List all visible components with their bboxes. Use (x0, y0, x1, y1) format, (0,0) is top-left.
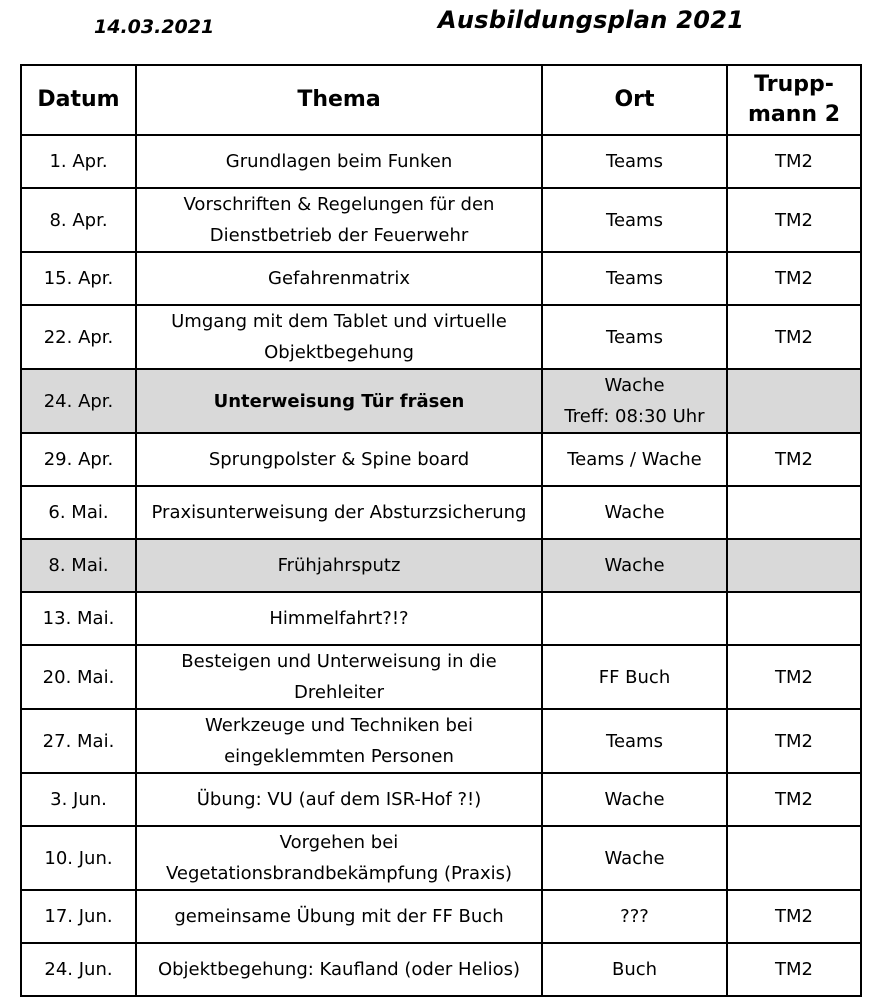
cell-truppmann: TM2 (727, 773, 861, 826)
table-row (21, 592, 861, 645)
table-row (21, 539, 861, 592)
table-row (21, 890, 861, 943)
training-plan-table (20, 64, 862, 997)
cell-datum: 10. Jun. (21, 826, 136, 890)
cell-datum: 15. Apr. (21, 252, 136, 305)
cell-ort: Buch (542, 943, 727, 996)
table-row (21, 943, 861, 996)
cell-ort: Teams (542, 252, 727, 305)
column-header-truppmann: Trupp- mann 2 (727, 65, 861, 135)
cell-datum: 27. Mai. (21, 709, 136, 773)
cell-truppmann: TM2 (727, 188, 861, 252)
cell-datum: 3. Jun. (21, 773, 136, 826)
cell-ort: ??? (542, 890, 727, 943)
table-row (21, 433, 861, 486)
cell-truppmann: TM2 (727, 709, 861, 773)
cell-ort (542, 592, 727, 645)
cell-thema: Praxisunterweisung der Absturzsicherung (136, 486, 542, 539)
cell-datum: 6. Mai. (21, 486, 136, 539)
cell-datum: 20. Mai. (21, 645, 136, 709)
table-row (21, 709, 861, 773)
cell-truppmann: TM2 (727, 890, 861, 943)
table-row (21, 188, 861, 252)
cell-truppmann (727, 539, 861, 592)
table-row (21, 252, 861, 305)
table-row (21, 369, 861, 433)
cell-truppmann (727, 826, 861, 890)
table-header-row (21, 65, 861, 135)
cell-datum: 24. Apr. (21, 369, 136, 433)
cell-thema: Unterweisung Tür fräsen (136, 369, 542, 433)
cell-thema: Umgang mit dem Tablet und virtuelle Objektbegehung (136, 305, 542, 369)
cell-ort: Wache Treff: 08:30 Uhr (542, 369, 727, 433)
cell-ort: Teams / Wache (542, 433, 727, 486)
cell-truppmann: TM2 (727, 135, 861, 188)
table-row (21, 135, 861, 188)
cell-thema: Himmelfahrt?!? (136, 592, 542, 645)
column-header-ort: Ort (542, 65, 727, 135)
cell-ort: Teams (542, 135, 727, 188)
cell-datum: 24. Jun. (21, 943, 136, 996)
cell-truppmann: TM2 (727, 305, 861, 369)
cell-truppmann (727, 486, 861, 539)
cell-truppmann (727, 592, 861, 645)
column-header-thema: Thema (136, 65, 542, 135)
cell-datum: 8. Mai. (21, 539, 136, 592)
cell-truppmann: TM2 (727, 252, 861, 305)
cell-ort: FF Buch (542, 645, 727, 709)
cell-ort: Wache (542, 486, 727, 539)
table-body (21, 135, 861, 996)
table-row (21, 773, 861, 826)
cell-datum: 8. Apr. (21, 188, 136, 252)
cell-ort: Wache (542, 826, 727, 890)
cell-ort: Teams (542, 188, 727, 252)
table-row (21, 486, 861, 539)
cell-thema: gemeinsame Übung mit der FF Buch (136, 890, 542, 943)
cell-ort: Wache (542, 773, 727, 826)
cell-truppmann (727, 369, 861, 433)
cell-thema: Grundlagen beim Funken (136, 135, 542, 188)
cell-truppmann: TM2 (727, 433, 861, 486)
cell-datum: 13. Mai. (21, 592, 136, 645)
document-title: Ausbildungsplan 2021 (438, 6, 745, 34)
cell-thema: Frühjahrsputz (136, 539, 542, 592)
cell-thema: Sprungpolster & Spine board (136, 433, 542, 486)
cell-datum: 17. Jun. (21, 890, 136, 943)
cell-thema: Vorschriften & Regelungen für den Dienstbetrieb der Feuerwehr (136, 188, 542, 252)
cell-datum: 22. Apr. (21, 305, 136, 369)
table-row (21, 826, 861, 890)
cell-thema: Übung: VU (auf dem ISR-Hof ?!) (136, 773, 542, 826)
table-row (21, 305, 861, 369)
column-header-datum: Datum (21, 65, 136, 135)
cell-thema: Werkzeuge und Techniken bei eingeklemmten Personen (136, 709, 542, 773)
cell-ort: Teams (542, 709, 727, 773)
document-date: 14.03.2021 (94, 16, 215, 38)
cell-thema: Vorgehen bei Vegetationsbrandbekämpfung (Praxis) (136, 826, 542, 890)
cell-thema: Gefahrenmatrix (136, 252, 542, 305)
cell-truppmann: TM2 (727, 645, 861, 709)
cell-ort: Wache (542, 539, 727, 592)
cell-ort: Teams (542, 305, 727, 369)
cell-thema: Besteigen und Unterweisung in die Drehleiter (136, 645, 542, 709)
cell-thema: Objektbegehung: Kaufland (oder Helios) (136, 943, 542, 996)
cell-datum: 1. Apr. (21, 135, 136, 188)
table-row (21, 645, 861, 709)
cell-truppmann: TM2 (727, 943, 861, 996)
cell-datum: 29. Apr. (21, 433, 136, 486)
